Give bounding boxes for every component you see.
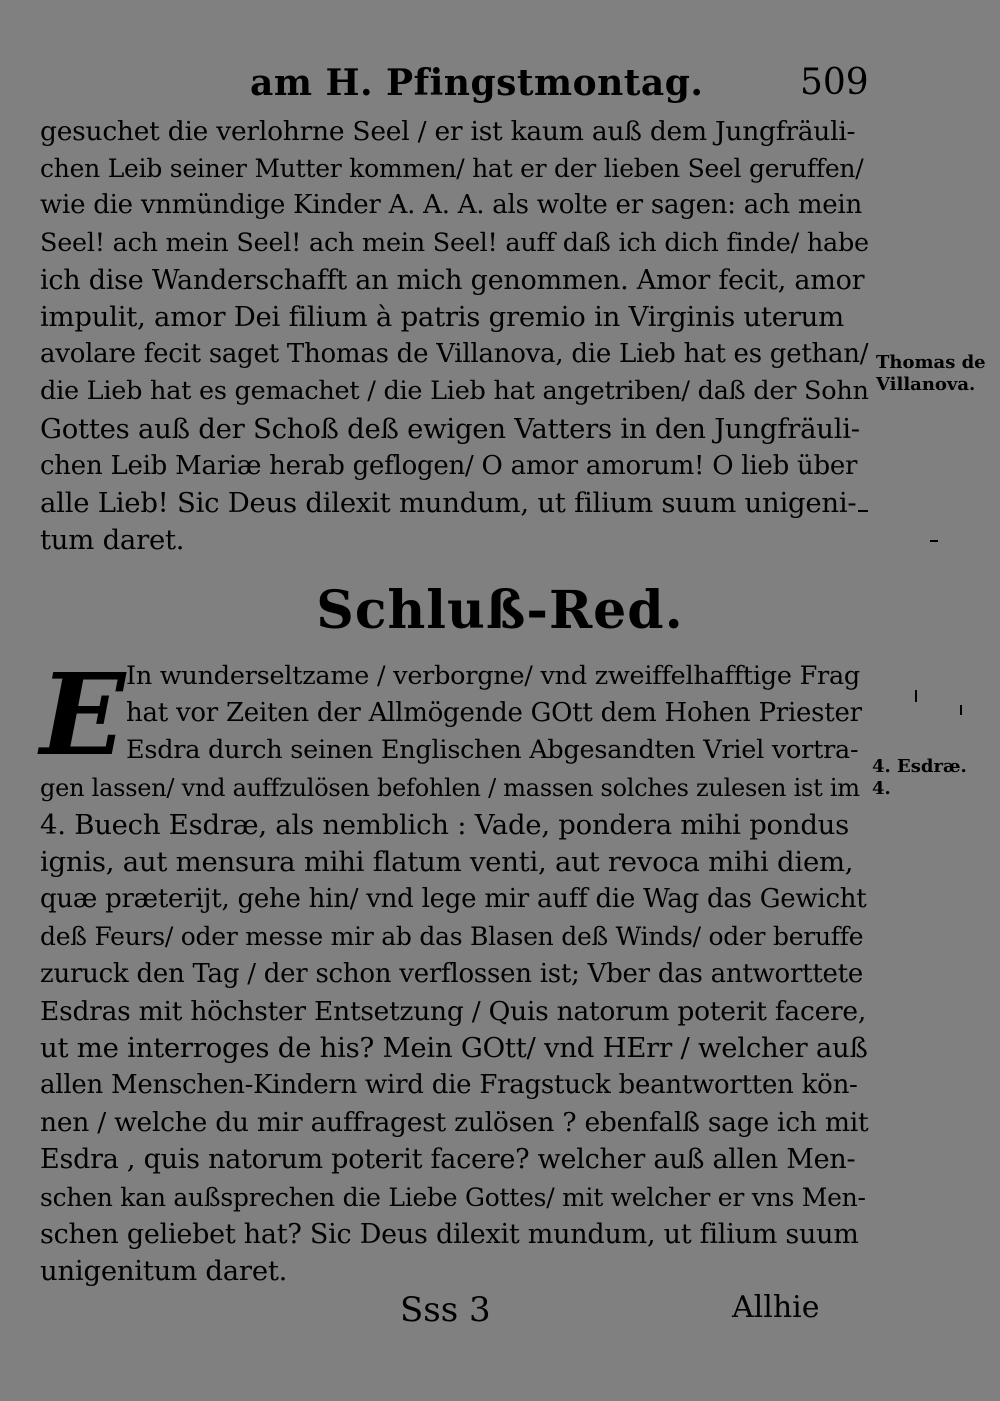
text-line: Esdra , quis natorum poterit facere? welcher auß allen Men-	[40, 1144, 856, 1176]
page-footer	[0, 1290, 1000, 1340]
marginal-line: 4.	[872, 778, 891, 799]
marginal-line: Villanova.	[876, 374, 976, 395]
catchword: Allhie	[732, 1290, 820, 1325]
text-line: ut me interroges de his? Mein GOtt/ vnd HErr / welcher auß	[40, 1031, 868, 1064]
text-line: tum daret.	[40, 524, 185, 557]
text-line: zuruck den Tag / der schon verflossen ist; Vber das antworttete	[40, 958, 863, 989]
text-line: impulit, amor Dei filium à patris gremio in Virginis uterum	[40, 300, 844, 333]
text-line: unigenitum daret.	[40, 1255, 288, 1287]
text-line: chen Leib Mariæ herab geflogen/ O amor amorum! O lieb über	[40, 450, 858, 481]
print-speck	[930, 540, 938, 542]
signature-mark: Sss 3	[400, 1290, 491, 1330]
text-line: Esdras mit höchster Entsetzung / Quis natorum poterit facere,	[40, 995, 867, 1027]
text-line: alle Lieb! Sic Deus dilexit mundum, ut filium suum unigeni-	[40, 486, 857, 519]
text-line: allen Menschen-Kindern wird die Fragstuck beantwortten kön-	[40, 1070, 858, 1101]
text-line: gesuchet die verlohrne Seel / er ist kaum auß dem Jungfräuli-	[40, 116, 856, 147]
text-line: In wunderseltzame / verborgne/ vnd zweiffelhafftige Frag	[126, 661, 860, 691]
print-speck	[858, 510, 868, 512]
marginal-note-esdrae	[872, 756, 967, 800]
page-number: 509	[800, 62, 869, 103]
marginal-line: 4. Esdræ.	[872, 756, 967, 777]
text-line: schen kan außsprechen die Liebe Gottes/ mit welcher er vns Men-	[40, 1182, 866, 1212]
text-line: Gottes auß der Schoß deß ewigen Vatters in den Jungfräuli-	[40, 412, 860, 445]
paragraph-closing	[40, 650, 870, 1290]
print-speck	[960, 705, 962, 715]
text-line: nen / welche du mir auffragest zulösen ? ebenfalß sage ich mit	[40, 1107, 869, 1139]
text-line: gen lassen/ vnd auffzulösen befohlen / massen solches zulesen ist im	[40, 773, 860, 802]
text-line: avolare fecit saget Thomas de Villanova, die Lieb hat es gethan/	[40, 339, 869, 370]
text-line: deß Feurs/ oder messe mir ab das Blasen deß Winds/ oder beruffe	[40, 922, 864, 952]
print-speck	[915, 690, 917, 702]
text-line: ignis, aut mensura mihi flatum venti, aut revoca mihi diem,	[40, 845, 854, 878]
text-line: Seel! ach mein Seel! ach mein Seel! auff daß ich dich finde/ habe	[40, 227, 869, 258]
section-heading: Schluß-Red.	[316, 580, 684, 641]
running-title: am H. Pfingstmontag.	[250, 62, 704, 104]
text-line: quæ præterijt, gehe hin/ vnd lege mir auff die Wag das Gewicht	[40, 884, 867, 915]
text-line: die Lieb hat es gemachet / die Lieb hat angetriben/ daß der Sohn	[40, 376, 869, 407]
drop-cap: E	[40, 650, 126, 781]
text-line: ich dise Wanderschafft an mich genommen. Amor fecit, amor	[40, 264, 865, 296]
marginal-note-thomas	[876, 352, 986, 396]
text-line: Esdra durch seinen Englischen Abgesandten Vriel vortra-	[126, 735, 859, 766]
text-line: schen geliebet hat? Sic Deus dilexit mundum, ut filium suum	[40, 1218, 859, 1250]
marginal-line: Thomas de	[876, 352, 986, 373]
text-line: wie die vnmündige Kinder A. A. A. als wolte er sagen: ach mein	[40, 190, 862, 221]
paragraph-main	[40, 113, 870, 559]
text-line: hat vor Zeiten der Allmögende GOtt dem Hohen Priester	[126, 698, 862, 729]
text-line: chen Leib seiner Mutter kommen/ hat er der lieben Seel geruffen/	[40, 154, 864, 184]
text-line: 4. Buech Esdræ, als nemblich : Vade, pondera mihi pondus	[40, 808, 849, 841]
page-header	[0, 62, 1000, 112]
